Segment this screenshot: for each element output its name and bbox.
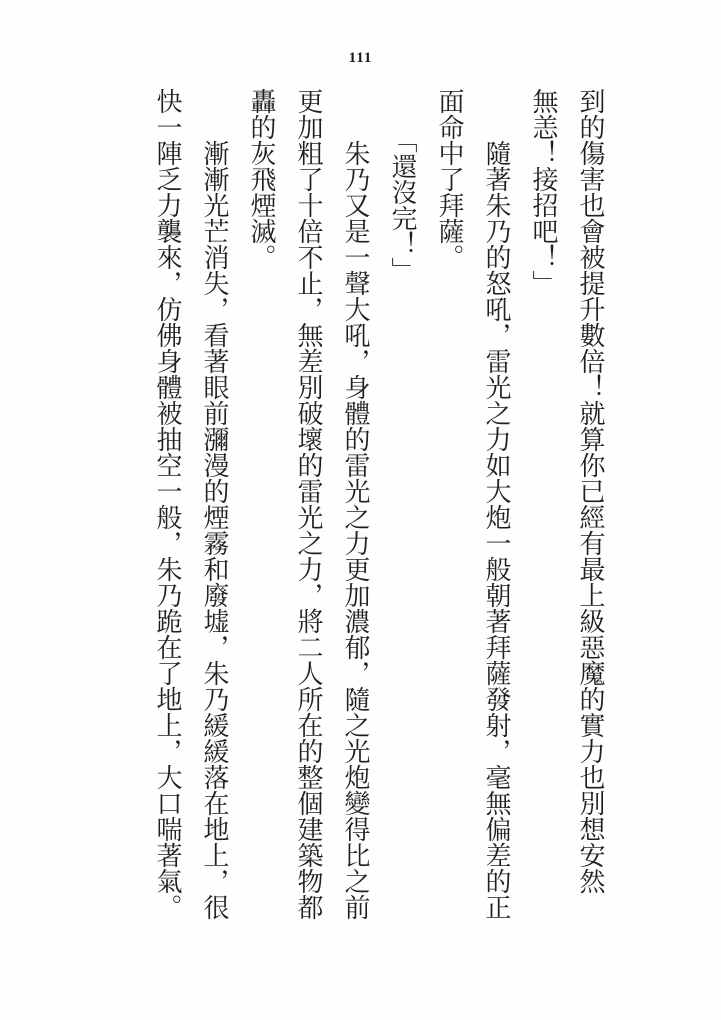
vertical-text-block [144,88,614,952]
text-line: 隨著朱乃的怒吼，雷光之力如大炮一般朝著拜薩發射，毫無偏差的正 [482,88,511,920]
text-line: 到的傷害也會被提升數倍！就算你已經有最上級惡魔的實力也別想安然 [576,88,605,894]
text-line: 快一陣乏力襲來，仿佛身體被抽空一般，朱乃跪在了地上，大口喘著氣。 [153,88,182,920]
text-line: 更加粗了十倍不止，無差別破壞的雷光之力，將二人所在的整個建築物都 [294,88,323,920]
text-line: 漸漸光芒消失，看著眼前瀰漫的煙霧和廢墟，朱乃緩緩落在地上，很 [200,88,229,920]
text-line: 「還沒完！」 [388,88,417,283]
text-line: 無恙！接招吧！」 [529,88,558,296]
text-line: 面命中了拜薩。 [435,88,464,270]
page-number: 111 [348,50,373,66]
text-line: 轟的灰飛煙滅。 [247,88,276,270]
text-line: 朱乃又是一聲大吼，身體的雷光之力更加濃郁，隨之光炮變得比之前 [341,88,370,920]
